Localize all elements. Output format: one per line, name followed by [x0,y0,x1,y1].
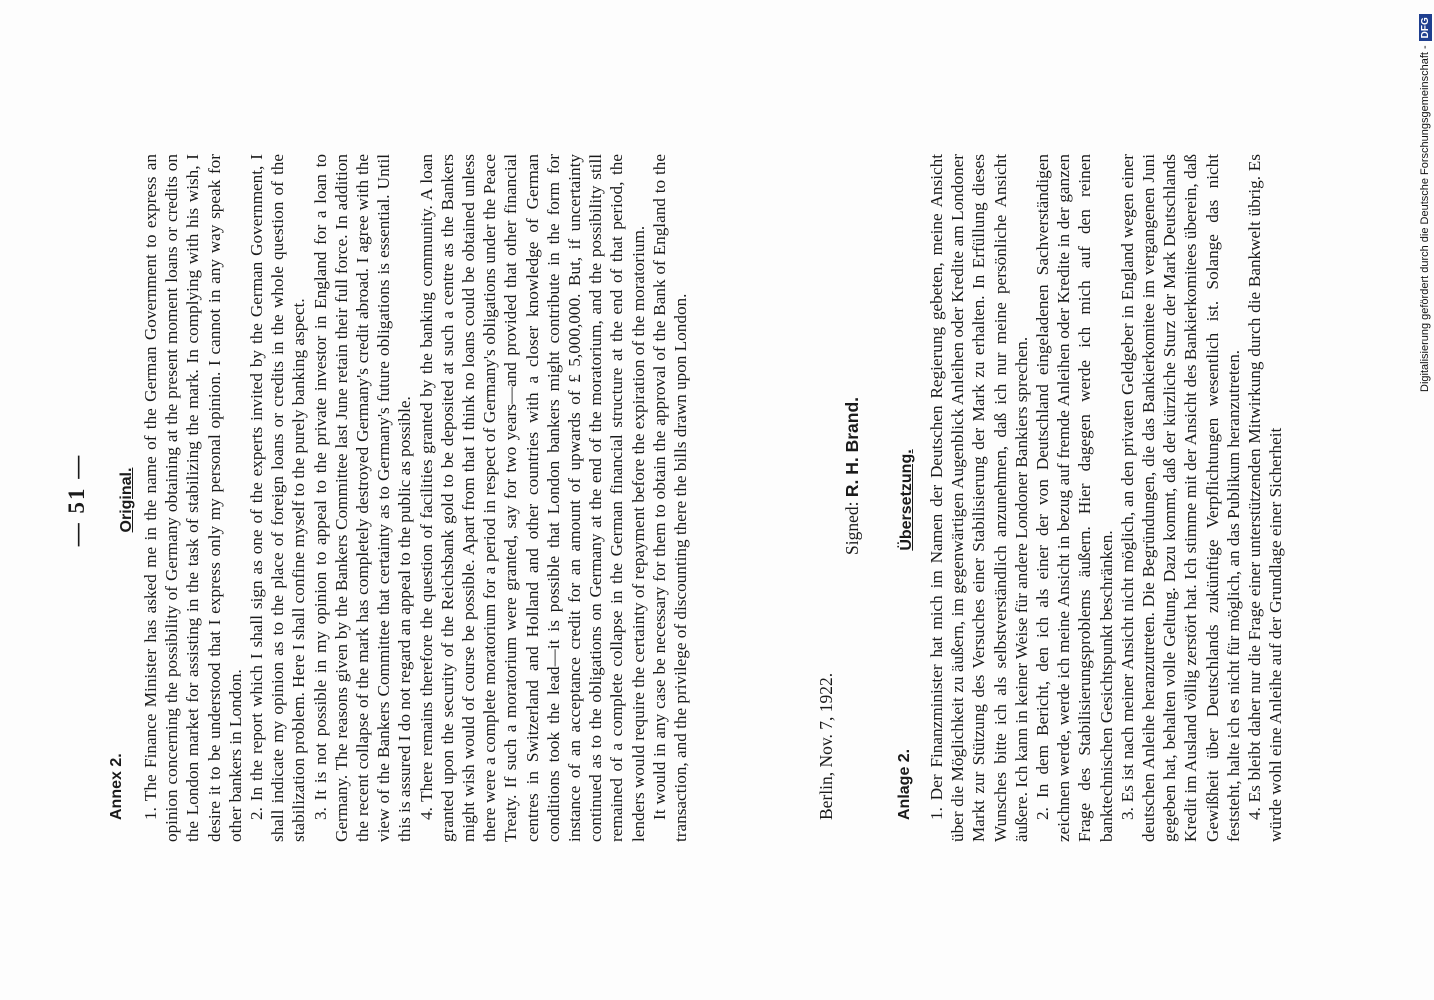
translation-paragraph-1: 1. Der Finanzminister hat mich im Namen der Deutschen Regierung gebeten, meine Ansicht über die Möglichkeit zu äußern, im gegenwärtigen Augenblick Anleihen oder Kredite am Londoner Markt zur Stützung des Versuches einer Stabilisierung der Mark zu erhalten. In Erfüllung dieses Wunsches bitte ich als selbstverständlich anzunehmen, daß ich nur meine persönliche Ansicht äußere. Ich kann in keiner Weise für andere Londoner Bankiers sprechen. [927,154,1031,842]
annex-label-original: Annex 2. [108,753,125,820]
dfg-logo: DFG [1419,14,1432,41]
funding-note-rotated [1413,0,1434,392]
translation-paragraph-2: 2. In dem Bericht, den ich als einer der von Deutschland eingeladenen Sachverständigen zeichnen werde, werde ich meine Ansicht in bezug auf fremde Anleihen oder Kredite in der ganzen Frage des Stabilisierungsproblems äußern. Hier dagegen werde ich mich auf den reinen banktechnischen Gesichtspunkt beschränken. [1033,154,1116,842]
signer-name: R. H. Brand. [842,396,862,498]
funding-note-text: Digitalisierung gefördert durch die Deutsche Forschungsgemeinschaft - [1419,45,1431,392]
original-text [140,154,691,842]
original-paragraph-5: It would in any case be necessary for them to obtain the approval of the Bank of England to the transaction, and the privilege of discounting there the bills drawn upon London. [649,154,691,842]
original-paragraph-3: 3. It is not possible in my opinion to appeal to the private investor in England for a loan to Germany. The reasons given by the Bankers Committee last June retain their full force. In addition the recent collapse of the mark has completely destroyed Germany's credit abroad. I agree with the view of the Bankers Committee that certainty as to Germany's future obligations is essential. Until this is assured I do not regard an appeal to the public as possible. [310,154,415,842]
translation-paragraph-4: 4. Es bleibt daher nur die Frage einer unterstützenden Mitwirkung durch die Bankwelt übrig. Es würde wohl eine Anleihe auf der Grundlage einer Sicherheit [1245,154,1286,842]
original-paragraph-2: 2. In the report which I shall sign as one of the experts invited by the German Government, I shall indicate my opinion as to the place of foreign loans or credits in the whole question of the stabilization problem. Here I shall confine myself to the purely banking aspect. [247,154,309,842]
original-paragraph-4: 4. There remains therefore the question of facilities granted by the banking community. A loan granted upon the security of the Reichsbank gold to be deposited at such a centre as the Bankers might wish would of course be possible. Apart from that I think no loans could be obtained unless there were a complete moratorium for a period in respect of Germany's obligations under the Peace Treaty. If such a moratorium were granted, say for two years—and provided that other financial centres in Switzerland and Holland and other countries with a closer knowledge of German conditions took the lead—it is possible that London bankers might contribute in the form for instance of an acceptance credit for an amount of upwards of £ 5,000,000. But, if uncertainty continued as to the obligations on Germany at the end of the moratorium, and the possibility still remained of a complete collapse in the German financial structure at the end of that period, the lenders would require the certainty of repayment before the expiration of the moratorium. [416,154,648,842]
signed-label: Signed: [842,501,862,555]
translation-text [926,154,1286,842]
heading-translation: Übersetzung. [898,449,915,551]
funding-note [1413,0,1434,1000]
translation-paragraph-3: 3. Es ist nach meiner Ansicht nicht möglich, an den privaten Geldgeber in England wegen einer deutschen Anleihe heranzutreten. Die Begründungen, die das Bankierkomitee im vergangenen Juni gegeben hat, behalten volle Geltung. Dazu kommt, daß der kürzliche Sturz der Mark Deutschlands Kredit im Ausland völlig zerstört hat. Ich stimme mit der Ansicht des Bankierkomitees überein, daß Gewißheit über Deutschlands zukünftige Verpflichtungen wesentlich ist. Solange das nicht feststeht, halte ich es nicht für möglich, an das Publikum heranzutreten. [1117,154,1243,842]
dateline: Berlin, Nov. 7, 1922. [816,672,836,820]
heading-original: Original. [118,467,135,533]
signature-line [842,397,863,555]
page-number: — 51 — [64,453,89,547]
annex-label-translation: Anlage 2. [896,748,913,820]
original-paragraph-1: 1. The Finance Minister has asked me in the name of the German Government to express an opinion concerning the possibility of Germany obtaining at the present moment loans or credits on the London market for assisting in the task of stabilizing the mark. In complying with his wish, I desire it to be understood that I express only my personal opinion. I cannot in any way speak for other bankers in London. [141,154,245,842]
